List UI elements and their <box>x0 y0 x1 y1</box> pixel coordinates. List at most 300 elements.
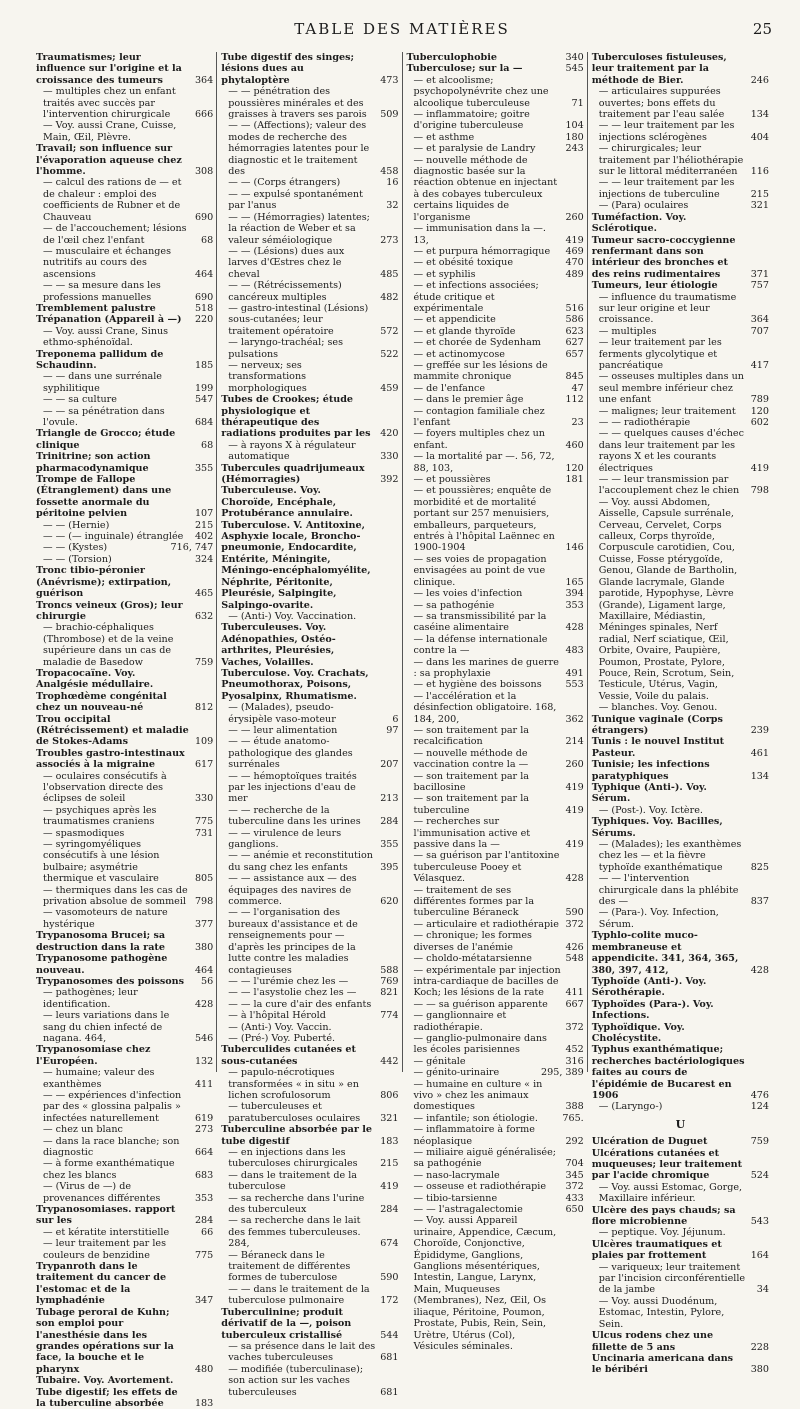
index-entry <box>407 337 584 348</box>
entry-text: — l'accélération et la désinfection obligatoire. 168, 184, 200, <box>413 690 557 725</box>
index-entry <box>592 1101 769 1112</box>
entry-text: — — dans le traitement de la tuberculose pulmonaire <box>228 1283 370 1307</box>
entry-text: — — étude anatomo-pathologique des glandes surrénales <box>228 736 353 771</box>
entry-page-ref: 428 <box>565 873 584 885</box>
entry-page-ref: 845 <box>565 371 584 383</box>
entry-page-ref: 620 <box>380 896 399 908</box>
entry-text: — — recherche de la tuberculine dans les urines <box>228 804 361 828</box>
entry-page-ref: 308 <box>194 166 214 178</box>
entry-text: Typhoïde (Anti-). Voy. Sérothérapie. <box>591 975 707 999</box>
index-entry <box>592 702 769 713</box>
entry-page-ref: 340 <box>565 52 584 63</box>
index-entry <box>36 1136 213 1159</box>
entry-page-ref: 704 <box>565 1158 584 1170</box>
index-entry <box>221 668 398 702</box>
index-entry <box>36 326 213 349</box>
index-entry <box>592 1239 769 1262</box>
entry-text: Trou occipital (Rétrécissement) et maladie de Stokes-Adams <box>36 713 189 748</box>
entry-text: — traitement de ses différentes formes par la tuberculine Béraneck <box>413 884 535 919</box>
index-entry <box>221 611 398 622</box>
entry-page-ref: 681 <box>380 1352 399 1364</box>
entry-text: — Voy. aussi Crane, Sinus ethmo-sphénoïdal. <box>43 325 169 349</box>
entry-text: — infantile; son étiologie. <box>413 1112 538 1124</box>
entry-text: — et alcoolisme; psychopolynévrite chez une alcoolique tuberculeuse <box>413 74 549 109</box>
index-entry <box>407 1147 584 1170</box>
entry-page-ref: 674 <box>380 1238 399 1250</box>
index-entry <box>221 360 398 394</box>
index-entry <box>592 839 769 873</box>
entry-text: — son traitement par la recalcification <box>413 724 529 748</box>
index-entry <box>592 212 769 235</box>
entry-text: — foyers multiples chez un enfant. <box>413 428 545 451</box>
entry-text: — humaine; valeur des exanthèmes <box>43 1067 155 1090</box>
entry-text: — miliaire aiguë généralisée; sa pathogénie <box>413 1147 557 1170</box>
entry-page-ref: 132 <box>194 1055 214 1067</box>
index-entry <box>221 280 398 303</box>
entry-page-ref: 775 <box>194 1249 214 1261</box>
index-entry <box>221 976 398 987</box>
entry-text: Tunique vaginale (Corps étrangers) <box>591 713 723 736</box>
entry-page-ref: 364 <box>194 74 214 86</box>
entry-text: — et purpura hémorragique <box>413 245 551 257</box>
entry-text: Ulcus rodens chez une fillette de 5 ans <box>591 1330 714 1353</box>
entry-page-ref: 465 <box>194 588 214 600</box>
entry-text: — naso-lacrymale <box>413 1169 500 1181</box>
entry-text: — — quelques causes d'échec dans leur traitement par les rayons X et les courants électriques <box>598 428 744 474</box>
index-entry <box>592 736 769 759</box>
index-entry <box>36 177 213 223</box>
index-entry <box>407 1124 584 1147</box>
entry-page-ref: 246 <box>750 74 769 86</box>
entry-text: Traumatismes; leur influence sur l'origine et la croissance des tumeurs <box>36 52 182 86</box>
entry-page-ref: 433 <box>565 1192 584 1204</box>
entry-text: — (Malades); les exanthèmes chez les — et la fièvre typhoïde exanthématique <box>598 839 742 873</box>
entry-text: — génitale <box>413 1055 466 1067</box>
index-entry <box>592 143 769 177</box>
entry-text: — modifiée (tuberculinase); son action sur les vaches tuberculeuses <box>228 1363 364 1398</box>
entry-text: — ganglio-pulmonaire dans les écoles parisiennes <box>413 1032 547 1056</box>
running-title: TABLE DES MATIÈRES <box>294 20 510 38</box>
entry-text: — thermiques dans les cas de privation absolue de sommeil <box>43 884 188 908</box>
index-entry <box>36 554 213 565</box>
entry-text: — Voy. aussi Abdomen, Aisselle, Capsule surrénale, Cerveau, Cervelet, Corps calleux, Corps thyroïde, Corpuscule carotidien, Cou, Cuisse, Fosse ptérygoïde, Genou, Glande de Bartholin, Glande lacrymale, Glande parotide, Hypophyse, Lèvre (Grande), Ligament large, Maxillaire, Médiastin, Méninges spinales, Nerf radial, Nerf sciatique, Œil, Orbite, Ovaire, Paupière, Poumon, Prostate, Pylore, Pouce, Rein, Scrotum, Sein, Testicule, Utérus, Vagin, Vessie, Voile du palais. <box>598 496 738 702</box>
page-header <box>32 20 772 42</box>
index-entry <box>592 417 769 428</box>
entry-text: — expérimentale par injection intra-cardiaque de bacilles de Koch; les lésions de la rate <box>413 964 561 999</box>
index-entry <box>407 1181 584 1192</box>
entry-page-ref: 483 <box>565 645 584 657</box>
entry-text: — — (Hémorragies) latentes; la réaction de Weber et sa valeur séméiologique <box>228 211 370 246</box>
entry-text: — (Para) oculaires <box>598 200 689 212</box>
entry-page-ref: 789 <box>750 394 769 406</box>
index-entry <box>592 280 769 291</box>
entry-text: — — hémoptoïques traités par les injections d'eau de mer <box>228 770 357 805</box>
entry-text: — inflammatoire; goitre d'origine tuberculeuse <box>413 109 530 132</box>
entry-page-ref: 292 <box>565 1135 584 1147</box>
entry-text: — dans la race blanche; son diagnostic <box>43 1135 180 1158</box>
index-entry <box>221 1044 398 1067</box>
entry-text: — inflammatoire à forme néoplasique <box>413 1124 535 1147</box>
entry-text: — immunisation dans la —. 13, <box>413 223 546 246</box>
entry-text: — — sa pénétration dans l'ovule. <box>43 405 165 428</box>
entry-text: — articulaire et radiothérapie <box>413 918 559 930</box>
entry-text: Ulcères traumatiques et plaies par frottement <box>591 1238 722 1262</box>
entry-text: Tunis : le nouvel Institut Pasteur. <box>591 736 725 759</box>
index-entry <box>407 223 584 246</box>
index-entry <box>221 440 398 463</box>
entry-text: — (Anti-) Voy. Vaccin. <box>228 1021 332 1033</box>
entry-page-ref: 482 <box>380 291 399 303</box>
index-entry <box>407 155 584 223</box>
entry-text: — — (Hernie) <box>43 519 110 531</box>
entry-page-ref: 97 <box>386 724 399 736</box>
entry-page-ref: 590 <box>565 907 584 919</box>
index-entry <box>221 873 398 907</box>
entry-page-ref: 372 <box>565 1021 584 1033</box>
index-entry <box>36 600 213 623</box>
index-entry <box>36 371 213 394</box>
entry-text: Tuberculine absorbée par le tube digestif <box>221 1124 372 1147</box>
entry-text: Tunisie; les infections paratyphiques <box>591 759 710 782</box>
entry-page-ref: 394 <box>565 588 584 600</box>
entry-text: — en injections dans les tuberculoses chirurgicales <box>228 1147 358 1170</box>
entry-page-ref: 371 <box>750 268 769 280</box>
entry-page-ref: 172 <box>380 1295 399 1307</box>
entry-page-ref: 104 <box>565 120 584 132</box>
entry-text: Typhus exanthématique; recherches bactériologiques faites au cours de l'épidémie de Bucarest en 1906 <box>591 1044 745 1101</box>
index-entry <box>221 725 398 736</box>
index-entry <box>36 406 213 429</box>
entry-page-ref: 66 <box>201 1226 214 1238</box>
index-entry <box>221 1147 398 1170</box>
entry-page-ref: 489 <box>565 268 584 280</box>
entry-text: Tronc tibio-péronier (Anévrisme); extirpation, guérison <box>36 565 172 600</box>
index-entry <box>407 600 584 611</box>
entry-page-ref: 428 <box>565 622 584 634</box>
entry-page-ref: 419 <box>565 234 584 246</box>
entry-page-ref: 547 <box>194 394 214 406</box>
index-entry <box>407 485 584 553</box>
index-entry <box>221 1250 398 1284</box>
index-entry <box>407 349 584 360</box>
entry-text: — leur traitement par les ferments glycolytique et pancréatique <box>598 337 722 371</box>
entry-text: Tuberculose. V. Antitoxine, Asphyxie locale, Broncho-pneumonie, Endocardite, Entérite, Méningite, Méningo-encéphalomyélite, Néphrite, Péritonite, Pleurésie, Salpingite, Salpingo-ovarite. <box>221 519 371 611</box>
index-entry <box>592 52 769 86</box>
index-entry <box>407 75 584 109</box>
entry-text: — — (Corps étrangers) <box>228 177 341 189</box>
entry-page-ref: 657 <box>565 348 584 360</box>
index-entry <box>36 930 213 953</box>
index-entry <box>407 999 584 1010</box>
entry-page-ref: 419 <box>565 804 584 816</box>
entry-page-ref: 522 <box>380 348 399 360</box>
index-entry <box>221 1307 398 1341</box>
entry-page-ref: 428 <box>750 964 769 976</box>
index-entry <box>592 1136 769 1147</box>
index-entry <box>407 816 584 850</box>
entry-text: — sa guérison par l'antitoxine tuberculeuse Pooey et Vélasquez. <box>413 850 560 885</box>
index-entry <box>221 177 398 188</box>
index-entry <box>36 885 213 908</box>
entry-text: — à forme exanthématique chez les blancs <box>43 1158 175 1181</box>
entry-page-ref: 353 <box>194 1192 214 1204</box>
entry-text: — osseuses multiples dans un seul membre inférieur chez une enfant <box>598 371 744 406</box>
entry-text: Tubercules quadrijumeaux (Hémorragies) <box>221 462 365 486</box>
index-entry <box>36 86 213 120</box>
entry-text: — (Virus de —) de provenances différentes <box>43 1181 161 1204</box>
entry-text: Tuberculose; sur la — <box>406 63 523 75</box>
entry-text: Trinitrine; son action pharmacodynamique <box>36 451 151 474</box>
entry-page-ref: 759 <box>750 1136 769 1148</box>
index-entry <box>592 1148 769 1182</box>
entry-page-ref: 798 <box>194 896 214 908</box>
index-entry <box>221 622 398 668</box>
entry-text: — — assistance aux — des équipages des navires de commerce. <box>228 873 357 908</box>
index-entry <box>592 474 769 497</box>
index-entry <box>407 383 584 394</box>
entry-page-ref: 812 <box>194 702 214 714</box>
entry-text: Tube digestif; les effets de la tuberculine absorbée <box>36 1386 178 1409</box>
entry-text: — — l'astragalectomie <box>413 1204 523 1216</box>
entry-text: Tubage peroral de Kuhn; son emploi pour l'anesthésie dans les grandes opérations sur la face, la bouche et le pharynx <box>36 1306 174 1375</box>
entry-page-ref: 395 <box>380 861 399 873</box>
index-entry <box>36 828 213 839</box>
entry-text: — nouvelle méthode de diagnostic basée sur la réaction obtenue en injectant à des cobayes tuberculeux certains liquides de l'organisme <box>413 154 558 223</box>
entry-text: — — la cure d'air des enfants — à l'hôpital Hérold <box>228 998 372 1022</box>
entry-text: — Béraneck dans le traitement de différentes formes de tuberculose <box>228 1249 351 1284</box>
entry-text: — influence du traumatisme sur leur origine et leur croissance. <box>598 291 737 326</box>
entry-page-ref: 543 <box>750 1216 769 1228</box>
index-entry <box>407 1215 584 1352</box>
entry-text: — et hygiène des boissons <box>413 679 542 691</box>
entry-page-ref: 690 <box>194 291 214 303</box>
entry-page-ref: 683 <box>194 1169 214 1181</box>
entry-text: Tubes de Crookes; étude physiologique et thérapeutique des radiations produites par les <box>221 394 371 440</box>
entry-text: — brachio-céphaliques (Thrombose) et de la veine supérieure dans un cas de maladie de Basedow <box>43 622 174 668</box>
entry-text: — chronique; les formes diverses de l'anémie <box>413 930 532 953</box>
entry-page-ref: 273 <box>380 234 399 246</box>
entry-page-ref: 362 <box>565 713 584 725</box>
entry-page-ref: 602 <box>750 417 769 428</box>
index-entry <box>36 246 213 280</box>
entry-text: Typhlo-colite muco-membraneuse et appendicite. 341, 364, 365, 380, 397, 412, <box>591 930 739 976</box>
entry-text: — et actinomycose <box>413 348 505 360</box>
entry-text: — — (Rétrécissements) cancéreux multiples <box>228 280 342 303</box>
entry-text: Trypanosomiases. rapport sur les <box>36 1204 176 1227</box>
entry-page-ref: 553 <box>565 679 584 691</box>
entry-text: — — l'asystolie chez les — <box>228 987 357 999</box>
index-entry <box>407 965 584 999</box>
entry-text: Troubles gastro-intestinaux associés à la migraine <box>36 747 185 771</box>
entry-page-ref: 666 <box>194 109 214 121</box>
entry-text: — — leur transmission par l'accouplement chez le chien <box>598 474 740 497</box>
entry-page-ref: 321 <box>750 200 769 212</box>
entry-page-ref: 183 <box>194 1397 214 1409</box>
index-entry <box>221 520 398 611</box>
entry-page-ref: 199 <box>194 382 214 394</box>
entry-text: — et appendicite <box>413 314 496 326</box>
entry-text: — — (— inguinale) étranglée <box>43 531 184 543</box>
entry-page-ref: 806 <box>380 1089 399 1101</box>
entry-page-ref: 546 <box>194 1032 214 1044</box>
entry-page-ref: 572 <box>380 325 399 337</box>
entry-page-ref: 476 <box>750 1089 769 1101</box>
entry-page-ref: 518 <box>194 302 214 314</box>
index-entry <box>36 976 213 987</box>
entry-text: Trypanosomiase chez l'Européen. <box>36 1044 151 1067</box>
index-entry <box>221 120 398 177</box>
index-entry <box>36 280 213 303</box>
index-entry <box>36 520 213 531</box>
index-entry <box>592 1182 769 1205</box>
index-entry <box>407 953 584 964</box>
entry-text: — — pénétration des poussières minérales et des graisses à travers ses parois <box>228 86 367 121</box>
entry-text: — — anémie et reconstitution du sang chez les enfants <box>228 850 373 873</box>
index-entry <box>592 292 769 326</box>
index-entry <box>36 1124 213 1135</box>
entry-page-ref: 183 <box>380 1135 399 1147</box>
entry-page-ref: 112 <box>565 394 584 406</box>
index-entry <box>36 907 213 930</box>
entry-page-ref: 295, 389 <box>541 1067 584 1079</box>
index-entry <box>221 1215 398 1249</box>
entry-page-ref: 347 <box>194 1295 214 1307</box>
entry-page-ref: 330 <box>380 451 399 463</box>
entry-text: — (Pré-) Voy. Puberté. <box>228 1032 336 1044</box>
entry-page-ref: 185 <box>194 359 214 371</box>
index-entry <box>592 976 769 999</box>
index-entry <box>221 485 398 519</box>
entry-page-ref: 428 <box>194 998 214 1010</box>
entry-page-ref: 623 <box>565 325 584 337</box>
entry-text: — et asthme <box>413 131 475 143</box>
index-entry <box>221 736 398 770</box>
entry-text: — articulaires suppurées ouvertes; bons effets du traitement par l'eau salée <box>598 86 725 121</box>
entry-text: — — leur alimentation <box>228 724 338 736</box>
entry-text: — variqueux; leur traitement par l'incision circonférentielle de la jambe <box>598 1261 746 1296</box>
index-entry <box>592 805 769 816</box>
entry-text: Tuberculeuses. Voy. Adénopathies, Ostéo-arthrites, Pleurésies, Vaches, Volailles. <box>221 622 336 668</box>
entry-page-ref: 837 <box>750 896 769 908</box>
entry-text: Tuméfaction. Voy. Sclérotique. <box>591 211 687 235</box>
index-entry <box>36 428 213 451</box>
entry-page-ref: 316 <box>565 1055 584 1067</box>
index-entry <box>36 120 213 143</box>
entry-page-ref: 716, 747 <box>170 542 214 554</box>
page-number: 25 <box>752 20 772 38</box>
entry-text: — multiples chez un enfant traités avec succès par l'intervention chirurgicale <box>43 86 176 121</box>
entry-page-ref: 590 <box>380 1272 399 1284</box>
entry-text: — — (Affections); valeur des modes de recherche des hémorragies latentes pour le diagnostic et le traitement des <box>228 120 370 178</box>
entry-text: Trophœdème congénital chez un nouveau-né <box>36 690 167 714</box>
entry-text: — — expulsé spontanément par l'anus <box>228 188 363 212</box>
entry-text: — et poussières <box>413 474 491 486</box>
index-entry <box>407 451 584 474</box>
entry-text: — — l'intervention chirurgicale dans la phlébite des — <box>598 873 739 908</box>
entry-page-ref: 215 <box>194 519 214 531</box>
index-entry <box>592 428 769 474</box>
entry-page-ref: 765. <box>562 1112 584 1124</box>
entry-text: — et glande thyroïde <box>413 325 516 337</box>
entry-page-ref: 228 <box>750 1341 769 1353</box>
index-entry <box>407 1067 584 1078</box>
entry-text: — sa pathogénie <box>413 599 495 611</box>
index-entry <box>407 1193 584 1204</box>
index-entry <box>592 371 769 405</box>
entry-text: Trépanation (Appareil à —) <box>36 314 182 326</box>
entry-text: — malignes; leur traitement <box>598 405 736 417</box>
index-column-4 <box>587 52 772 1376</box>
index-entry <box>407 109 584 132</box>
index-entry <box>36 1375 213 1386</box>
index-entry <box>407 269 584 280</box>
entry-text: — et poussières; enquête de morbidité et de mortalité portant sur 257 menuisiers, emballeurs, parqueteurs, entrés à l'hôpital Laënnec en 1900-1904 <box>413 485 555 554</box>
entry-page-ref: 707 <box>750 325 769 337</box>
entry-page-ref: 681 <box>380 1386 399 1398</box>
entry-page-ref: 355 <box>380 839 399 851</box>
entry-text: — et infections associées; étude critique et expérimentale <box>413 280 539 314</box>
index-entry <box>36 1090 213 1124</box>
index-entry <box>221 1170 398 1193</box>
entry-text: — multiples <box>598 325 657 337</box>
index-entry <box>407 360 584 383</box>
entry-page-ref: 243 <box>565 143 584 155</box>
index-entry <box>592 1353 769 1376</box>
entry-text: — sa présence dans le lait des vaches tuberculeuses <box>228 1340 376 1364</box>
index-entry <box>36 668 213 691</box>
entry-text: — syringomyéliques consécutifs à une lésion bulbaire; asymétrie thermique et vasculaire <box>43 839 160 885</box>
entry-page-ref: 417 <box>750 359 769 371</box>
index-entry <box>36 1044 213 1067</box>
index-entry <box>407 1113 584 1124</box>
entry-page-ref: 402 <box>194 531 214 543</box>
entry-page-ref: 545 <box>565 63 584 75</box>
index-entry <box>221 828 398 851</box>
entry-page-ref: 364 <box>750 314 769 326</box>
entry-page-ref: 775 <box>194 816 214 828</box>
entry-text: — pathogènes; leur identification. <box>43 987 138 1010</box>
section-letter: U <box>675 1117 686 1131</box>
entry-page-ref: 120 <box>565 462 584 474</box>
index-entry <box>592 86 769 120</box>
entry-text: — (Malades), pseudo-érysipèle vaso-moteur <box>228 702 336 725</box>
index-entry <box>221 999 398 1022</box>
entry-text: — oculaires consécutifs à l'observation directe des éclipses de soleil <box>43 770 167 805</box>
index-entry <box>407 930 584 953</box>
index-entry <box>36 349 213 372</box>
entry-text: — humaine en culture « in vivo » chez les animaux domestiques <box>413 1078 543 1113</box>
index-entry <box>407 793 584 816</box>
index-entry <box>407 611 584 634</box>
entry-page-ref: 345 <box>565 1169 584 1181</box>
entry-text: Tumeurs, leur étiologie <box>591 280 718 292</box>
index-entry <box>407 1079 584 1113</box>
entry-page-ref: 32 <box>386 200 399 212</box>
entry-text: — son traitement par la bacillosine <box>413 770 529 793</box>
entry-page-ref: 461 <box>750 747 769 759</box>
index-entry <box>592 907 769 930</box>
index-entry <box>592 1330 769 1353</box>
entry-text: — psychiques après les traumatismes craniens <box>43 804 157 828</box>
entry-text: Tuberculophobie <box>406 52 497 63</box>
entry-page-ref: 442 <box>380 1055 399 1067</box>
entry-text: Tuberculose. Voy. Crachats, Pneumothorax, Poisons, Pyosalpinx, Rhumatisme. <box>221 667 369 702</box>
index-entry <box>36 1227 213 1238</box>
index-entry <box>592 1262 769 1296</box>
entry-text: — dans le premier âge <box>413 394 524 406</box>
index-entry <box>221 907 398 975</box>
index-entry <box>221 1193 398 1216</box>
